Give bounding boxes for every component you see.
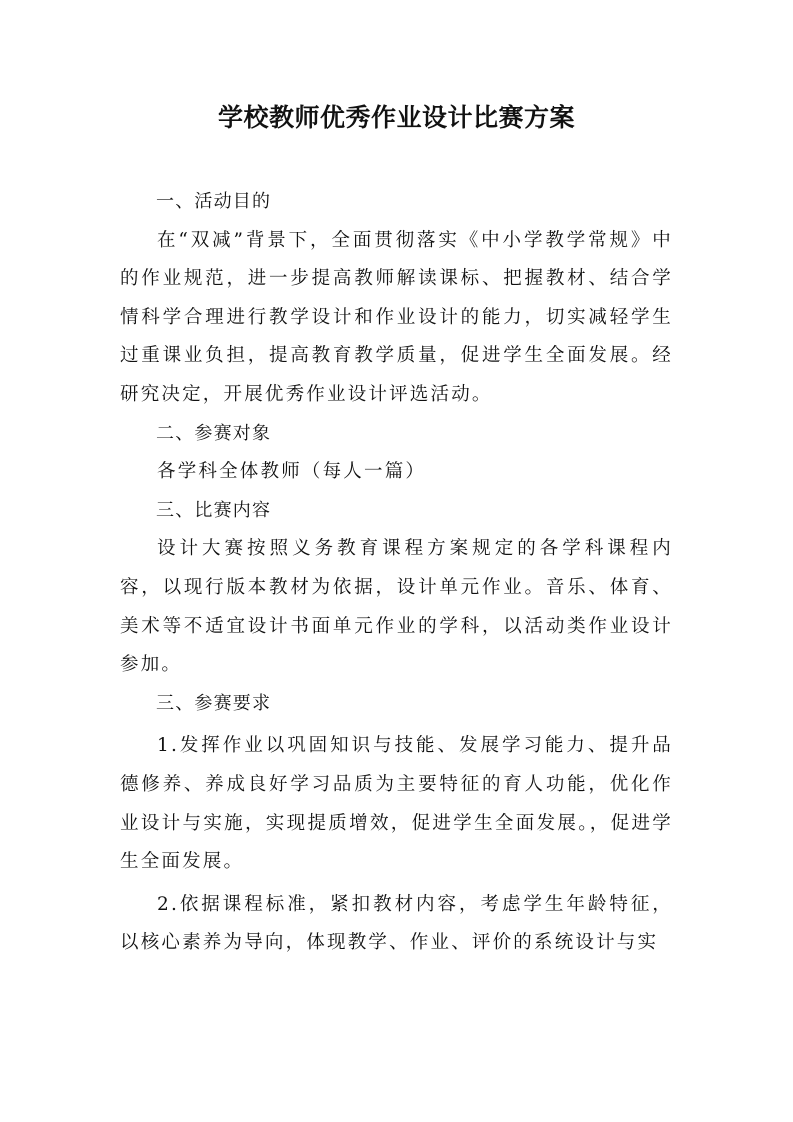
requirement-item-2: 2.依据课程标准，紧扣教材内容，考虑学生年龄特征，以核心素养为导向，体现教学、作业、评价的系统设计与实 (120, 893, 673, 954)
requirement-item-1: 1.发挥作业以巩固知识与技能、发展学习能力、提升品德修养、养成良好学习品质为主要特征的育人功能，优化作业设计与实施，实现提质增效，促进学生全面发展。，促进学生全面发展。 (120, 735, 673, 873)
section-heading-content: 三、比赛内容 (156, 499, 272, 521)
section-heading-participants: 二、参赛对象 (156, 422, 272, 444)
section-heading-requirements: 三、参赛要求 (156, 692, 272, 714)
section-body-content: 设计大赛按照义务教育课程方案规定的各学科课程内容，以现行版本教材为依据，设计单元作业。音乐、体育、美术等不适宜设计书面单元作业的学科，以活动类作业设计参加。 (120, 538, 673, 676)
document-body (120, 183, 673, 963)
section-body-participants: 各学科全体教师（每人一篇） (157, 461, 427, 483)
section-body-purpose: 在“双减”背景下，全面贯彻落实《中小学教学常规》中的作业规范，进一步提高教师解读课标、把握教材、结合学情科学合理进行教学设计和作业设计的能力，切实减轻学生过重课业负担，提高教育教学质量，促进学生全面发展。经研究决定，开展优秀作业设计评选活动。 (120, 229, 673, 405)
section-heading-purpose: 一、活动目的 (156, 191, 272, 212)
document-title: 学校教师优秀作业设计比赛方案 (217, 103, 575, 132)
